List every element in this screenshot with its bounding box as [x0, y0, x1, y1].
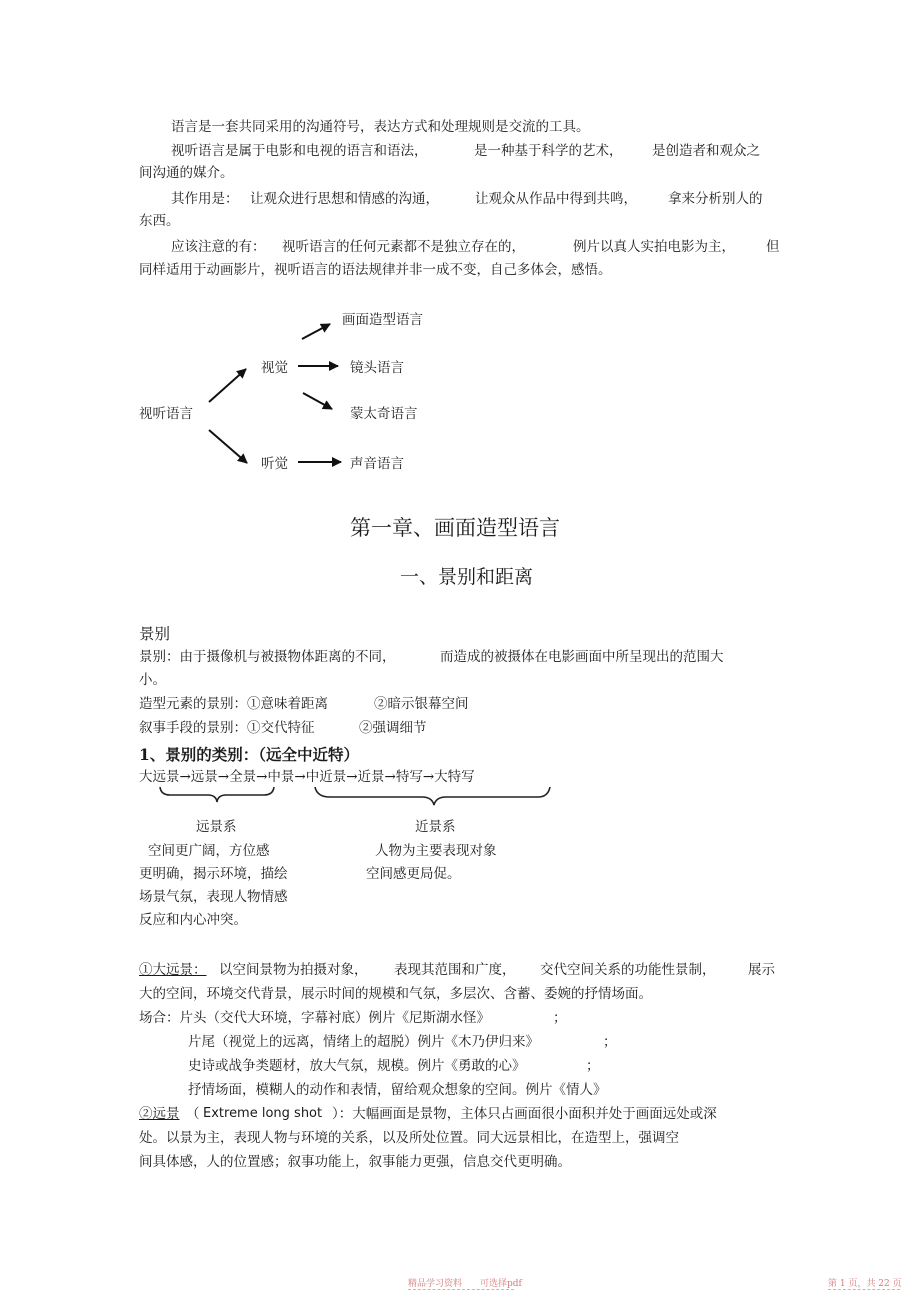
elsl-text-d: 展示: [748, 962, 775, 978]
shot-scale-formal-b: ②暗示银幕空间: [374, 696, 469, 712]
intro-paragraph-4-part-a: 应该注意的有：: [171, 239, 266, 255]
diagram-leaf-montage: 蒙太奇语言: [350, 406, 418, 422]
els-label: ②远景: [139, 1106, 180, 1122]
arrow-root-to-audio: [209, 430, 247, 463]
diagram-visual-label: 视觉: [261, 360, 288, 376]
intro-paragraph-3-part-c: 让观众从作品中得到共鸣，: [475, 191, 637, 207]
els-english-term: Extreme long shot: [203, 1106, 323, 1121]
elsl-case-2: 片尾（视觉上的远离，情绪上的超脱）例片《木乃伊归来》: [188, 1034, 539, 1050]
elsl-case-2-semicolon: ；: [603, 1034, 617, 1050]
elsl-case-1: 场合：片头（交代大环境，字幕衬底）例片《尼斯湖水怪》: [139, 1010, 490, 1026]
shot-scale-heading: 景别: [139, 625, 171, 643]
elsl-text-a: 以空间景物为拍摄对象，: [219, 962, 368, 978]
diagram-leaf-shot: 镜头语言: [350, 360, 404, 376]
far-shot-desc-3: 场景气氛，表现人物情感: [139, 889, 288, 905]
footer-right-dashes: [828, 1289, 900, 1290]
intro-paragraph-2-part-a: 视听语言是属于电影和电视的语言和语法，: [171, 143, 428, 159]
shot-scale-narrative-a: 叙事手段的景别：①交代特征: [139, 720, 315, 736]
diagram-root-label: 视听语言: [139, 406, 193, 422]
intro-paragraph-3-part-a: 其作用是：: [171, 191, 239, 207]
intro-paragraph-1: 语言是一套共同采用的沟通符号，表达方式和处理规则是交流的工具。: [171, 119, 590, 135]
near-shot-group-label: 近景系: [415, 819, 456, 835]
shot-scale-definition-a: 景别：由于摄像机与被摄物体距离的不同，: [139, 649, 396, 665]
intro-paragraph-2-part-d: 间沟通的媒介。: [139, 165, 234, 181]
els-text-a: ）：大幅画面是景物，主体只占画面很小面积并处于画面远处或深: [332, 1106, 717, 1122]
footer-center-dashes: [408, 1289, 514, 1290]
shot-scale-narrative-b: ②强调细节: [359, 720, 427, 736]
elsl-line-2: 大的空间，环境交代背景，展示时间的规模和气氛，多层次、含蓄、委婉的抒情场面。: [139, 986, 652, 1002]
els-paren: （: [186, 1106, 200, 1122]
elsl-case-3: 史诗或战争类题材，放大气氛，规模。例片《勇敢的心》: [188, 1058, 526, 1074]
chapter-title: 第一章、画面造型语言: [350, 516, 560, 540]
near-shot-desc-2: 空间感更局促。: [366, 866, 461, 882]
intro-paragraph-3-part-b: 让观众进行思想和情感的沟通，: [250, 191, 439, 207]
diagram-leaf-sound: 声音语言: [350, 456, 404, 472]
section-title: 一、景别和距离: [400, 566, 534, 588]
footer-page-number: 第 1 页，共 22 页: [828, 1279, 902, 1289]
shot-sequence: 大远景→远景→全景→中景→中近景→近景→特写→大特写: [139, 769, 475, 785]
shot-scale-definition-c: 小。: [139, 672, 166, 688]
els-line-3: 间具体感，人的位置感；叙事功能上，叙事能力更强，信息交代更明确。: [139, 1154, 571, 1170]
intro-paragraph-3-part-d: 拿来分析别人的: [668, 191, 763, 207]
intro-paragraph-4-part-d: 但: [766, 239, 780, 255]
far-shot-desc-2: 更明确，揭示环境，描绘: [139, 866, 288, 882]
intro-paragraph-4-part-e: 同样适用于动画影片，视听语言的语法规律并非一成不变，自己多体会，感悟。: [139, 262, 612, 278]
elsl-text-c: 交代空间关系的功能性景制，: [540, 962, 716, 978]
far-shot-desc-1: 空间更广阔，方位感: [148, 843, 270, 859]
intro-paragraph-2-part-c: 是创造者和观众之: [652, 143, 760, 159]
shot-scale-definition-b: 而造成的被摄体在电影画面中所呈现出的范围大: [440, 649, 724, 665]
diagram-audio-label: 听觉: [261, 456, 288, 472]
arrow-visual-to-leaf3: [303, 393, 332, 409]
diagram-leaf-composition: 画面造型语言: [342, 312, 423, 328]
elsl-case-4: 抒情场面，模糊人的动作和表情，留给观众想象的空间。例片《情人》: [188, 1082, 607, 1098]
elsl-label: ①大远景：: [139, 962, 207, 978]
shot-scale-formal-a: 造型元素的景别：①意味着距离: [139, 696, 328, 712]
intro-paragraph-4-part-c: 例片以真人实拍电影为主，: [573, 239, 735, 255]
intro-paragraph-3-part-e: 东西。: [139, 213, 180, 229]
far-shot-brace: [160, 787, 274, 802]
far-shot-group-label: 远景系: [196, 819, 237, 835]
els-line-2: 处。以景为主，表现人物与环境的关系，以及所处位置。同大远景相比，在造型上，强调空: [139, 1130, 679, 1146]
far-shot-desc-4: 反应和内心冲突。: [139, 912, 247, 928]
elsl-case-3-semicolon: ；: [586, 1058, 600, 1074]
arrow-visual-to-leaf1: [302, 324, 330, 339]
near-shot-brace: [315, 787, 550, 805]
elsl-text-b: 表现其范围和广度，: [394, 962, 516, 978]
near-shot-desc-1: 人物为主要表现对象: [375, 843, 497, 859]
arrow-root-to-visual: [209, 369, 246, 402]
intro-paragraph-4-part-b: 视听语言的任何元素都不是独立存在的，: [282, 239, 525, 255]
intro-paragraph-2-part-b: 是一种基于科学的艺术，: [474, 143, 623, 159]
shot-types-title: 1、景别的类别：（远全中近特）: [139, 745, 360, 764]
footer-watermark: 精品学习资料 可选择pdf: [408, 1279, 522, 1289]
elsl-case-1-semicolon: ；: [553, 1010, 567, 1026]
